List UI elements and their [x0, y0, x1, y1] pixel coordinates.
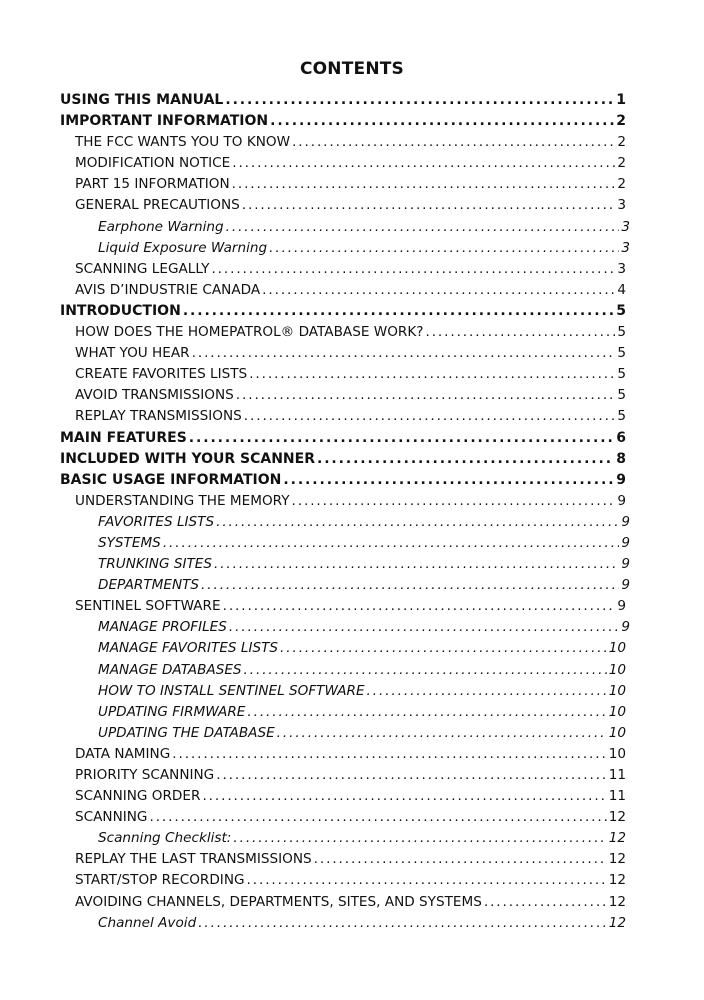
toc-entry[interactable] — [98, 723, 626, 744]
toc-entry-page-number: 10 — [608, 661, 626, 678]
toc-entry[interactable] — [98, 617, 630, 638]
dot-leader — [189, 428, 614, 449]
dot-leader — [314, 849, 607, 870]
toc-entry[interactable] — [75, 786, 626, 807]
toc-entry-page-number: 5 — [617, 324, 626, 341]
toc-entry[interactable] — [75, 195, 626, 216]
toc-entry-page-number: 1 — [616, 92, 626, 108]
toc-entry-title: Liquid Exposure Warning — [98, 239, 268, 256]
toc-entry-title: AVOID TRANSMISSIONS — [75, 387, 234, 404]
toc-entry[interactable] — [75, 765, 626, 786]
toc-entry-title: UPDATING FIRMWARE — [98, 703, 246, 720]
toc-entry-page-number: 11 — [608, 767, 626, 783]
toc-entry-title: INCLUDED WITH YOUR SCANNER — [60, 450, 315, 467]
toc-entry-title: GENERAL PRECAUTIONS — [75, 197, 240, 214]
toc-entry-page-number: 9 — [617, 598, 626, 615]
dot-leader — [249, 364, 615, 385]
toc-entry[interactable] — [75, 364, 626, 385]
toc-entry-title: HOW TO INSTALL SENTINEL SOFTWARE — [98, 682, 365, 699]
toc-entry-page-number: 9 — [621, 556, 630, 573]
toc-entry-title: FAVORITES LISTS — [98, 513, 215, 530]
toc-entry[interactable] — [75, 174, 626, 195]
toc-entry-page-number: 12 — [608, 809, 626, 826]
toc-entry[interactable] — [98, 512, 630, 533]
toc-entry-page-number: 5 — [617, 345, 626, 362]
toc-entry[interactable] — [98, 660, 626, 681]
toc-entry[interactable] — [75, 132, 626, 153]
dot-leader — [225, 90, 614, 111]
dot-leader — [232, 174, 616, 195]
dot-leader — [192, 343, 616, 364]
toc-entry-title: TRUNKING SITES — [98, 556, 212, 573]
toc-entry[interactable] — [60, 470, 626, 491]
toc-entry-title: SCANNING LEGALLY — [75, 260, 210, 277]
dot-leader — [198, 913, 606, 934]
dot-leader — [292, 132, 615, 153]
toc-entry-title: CREATE FAVORITES LISTS — [75, 366, 248, 383]
toc-entry[interactable] — [75, 259, 626, 280]
toc-entry-page-number: 9 — [616, 471, 626, 488]
toc-entry-page-number: 10 — [608, 682, 626, 699]
toc-entry-page-number: 3 — [621, 239, 630, 256]
toc-entry-page-number: 10 — [608, 724, 626, 741]
dot-leader — [226, 217, 620, 238]
toc-entry-page-number: 6 — [616, 429, 626, 446]
toc-entry-page-number: 12 — [608, 830, 626, 847]
toc-entry[interactable] — [98, 681, 626, 702]
dot-leader — [233, 828, 606, 849]
toc-entry-title: MODIFICATION NOTICE — [75, 155, 231, 172]
toc-entry[interactable] — [98, 702, 626, 723]
toc-entry[interactable] — [98, 533, 630, 554]
toc-entry-page-number: 9 — [621, 513, 630, 530]
dot-leader — [202, 786, 606, 807]
toc-entry-page-number: 3 — [621, 218, 630, 235]
toc-entry-title: MANAGE DATABASES — [98, 661, 242, 678]
dot-leader — [244, 406, 616, 427]
toc-entry-title: DATA NAMING — [75, 745, 171, 762]
toc-entry[interactable] — [60, 301, 626, 322]
toc-entry-page-number: 12 — [608, 851, 626, 868]
toc-entry[interactable] — [98, 575, 630, 596]
toc-entry-page-number: 8 — [616, 450, 626, 467]
toc-entry-title: BASIC USAGE INFORMATION — [60, 471, 282, 488]
toc-entry-title: REPLAY THE LAST TRANSMISSIONS — [75, 851, 312, 868]
toc-entry-page-number: 11 — [608, 788, 626, 805]
toc-entry-page-number: 10 — [608, 640, 626, 657]
toc-entry-page-number: 4 — [617, 281, 626, 298]
toc-entry-page-number: 2 — [617, 176, 626, 193]
dot-leader — [214, 554, 619, 575]
toc-entry-page-number: 5 — [617, 366, 626, 383]
toc-entry-title: UNDERSTANDING THE MEMORY — [75, 492, 290, 509]
toc-entry-title: REPLAY TRANSMISSIONS — [75, 408, 242, 425]
dot-leader — [216, 512, 619, 533]
dot-leader — [280, 638, 607, 659]
toc-entry-title: AVOIDING CHANNELS, DEPARTMENTS, SITES, AND SYSTEMS — [75, 893, 482, 910]
toc-entry[interactable] — [98, 554, 630, 575]
toc-entry-title: USING THIS MANUAL — [60, 92, 224, 108]
page-title: CONTENTS — [299, 59, 405, 79]
dot-leader — [277, 723, 607, 744]
toc-entry[interactable] — [75, 870, 626, 891]
toc-entry-page-number: 2 — [617, 155, 626, 172]
toc-entry[interactable] — [75, 385, 626, 406]
toc-entry-title: SCANNING — [75, 809, 148, 826]
toc-entry[interactable] — [75, 491, 626, 512]
dot-leader — [270, 111, 614, 132]
dot-leader — [183, 301, 614, 322]
dot-leader — [223, 596, 616, 617]
toc-entry[interactable] — [75, 343, 626, 364]
toc-entry-page-number: 9 — [621, 577, 630, 594]
toc-entry-page-number: 5 — [616, 302, 626, 319]
toc-entry-title: PRIORITY SCANNING — [75, 767, 215, 783]
toc-entry-title: Scanning Checklist: — [98, 830, 232, 847]
toc-entry-page-number: 9 — [621, 619, 630, 636]
dot-leader — [149, 807, 606, 828]
dot-leader — [283, 470, 614, 491]
dot-leader — [317, 449, 614, 470]
toc-entry-page-number: 2 — [616, 113, 626, 130]
toc-entry-title: SCANNING ORDER — [75, 788, 201, 805]
table-of-contents — [60, 90, 630, 934]
toc-entry[interactable] — [75, 849, 626, 870]
toc-entry-page-number: 12 — [608, 872, 626, 889]
toc-entry-title: AVIS D’INDUSTRIE CANADA — [75, 281, 261, 298]
dot-leader — [242, 195, 616, 216]
toc-entry-title: IMPORTANT INFORMATION — [60, 113, 269, 130]
dot-leader — [484, 892, 607, 913]
toc-entry-title: WHAT YOU HEAR — [75, 345, 190, 362]
toc-entry-page-number: 5 — [617, 387, 626, 404]
toc-entry-page-number: 2 — [617, 134, 626, 151]
toc-entry-title: MANAGE PROFILES — [98, 619, 227, 636]
toc-entry-title: INTRODUCTION — [60, 302, 181, 319]
toc-entry[interactable] — [98, 913, 626, 934]
dot-leader — [163, 533, 620, 554]
dot-leader — [232, 153, 615, 174]
toc-entry-title: SENTINEL SOFTWARE — [75, 598, 221, 615]
dot-leader — [425, 322, 615, 343]
toc-entry[interactable] — [75, 322, 626, 343]
toc-entry[interactable] — [75, 807, 626, 828]
toc-entry[interactable] — [75, 744, 626, 765]
dot-leader — [244, 660, 607, 681]
dot-leader — [211, 259, 615, 280]
toc-entry-page-number: 5 — [617, 408, 626, 425]
toc-entry[interactable] — [98, 238, 630, 259]
toc-entry-page-number: 12 — [608, 893, 626, 910]
dot-leader — [229, 617, 619, 638]
toc-entry[interactable] — [60, 449, 626, 470]
dot-leader — [367, 681, 607, 702]
toc-entry[interactable] — [60, 428, 626, 449]
toc-entry-title: MAIN FEATURES — [60, 429, 187, 446]
toc-entry-page-number: 10 — [608, 745, 626, 762]
toc-entry-title: Earphone Warning — [98, 218, 224, 235]
toc-entry[interactable] — [75, 596, 626, 617]
dot-leader — [236, 385, 616, 406]
toc-entry[interactable] — [98, 217, 630, 238]
toc-entry-page-number: 9 — [617, 492, 626, 509]
dot-leader — [269, 238, 619, 259]
dot-leader — [247, 702, 606, 723]
toc-entry-title: START/STOP RECORDING — [75, 872, 245, 889]
toc-entry[interactable] — [98, 828, 626, 849]
toc-entry-title: MANAGE FAVORITES LISTS — [98, 640, 279, 657]
dot-leader — [216, 765, 606, 786]
toc-entry-title: Channel Avoid — [98, 914, 197, 931]
dot-leader — [262, 280, 615, 301]
toc-entry-page-number: 3 — [617, 260, 626, 277]
toc-entry[interactable] — [75, 892, 626, 913]
toc-entry[interactable] — [75, 153, 626, 174]
dot-leader — [201, 575, 619, 596]
toc-entry-page-number: 9 — [621, 534, 630, 551]
toc-entry-title: SYSTEMS — [98, 534, 161, 551]
toc-entry-page-number: 3 — [617, 197, 626, 214]
toc-entry-page-number: 12 — [608, 914, 626, 931]
dot-leader — [247, 870, 607, 891]
toc-entry-page-number: 10 — [608, 703, 626, 720]
dot-leader — [292, 491, 616, 512]
toc-entry-title: HOW DOES THE HOMEPATROL® DATABASE WORK? — [75, 324, 424, 341]
toc-entry[interactable] — [75, 406, 626, 427]
toc-entry-title: PART 15 INFORMATION — [75, 176, 230, 193]
toc-entry-title: THE FCC WANTS YOU TO KNOW — [75, 134, 291, 151]
dot-leader — [172, 744, 606, 765]
toc-entry[interactable] — [98, 638, 626, 659]
toc-entry[interactable] — [75, 280, 626, 301]
toc-entry[interactable] — [60, 90, 626, 111]
toc-entry-title: DEPARTMENTS — [98, 577, 200, 594]
toc-entry-title: UPDATING THE DATABASE — [98, 724, 275, 741]
toc-entry[interactable] — [60, 111, 626, 132]
